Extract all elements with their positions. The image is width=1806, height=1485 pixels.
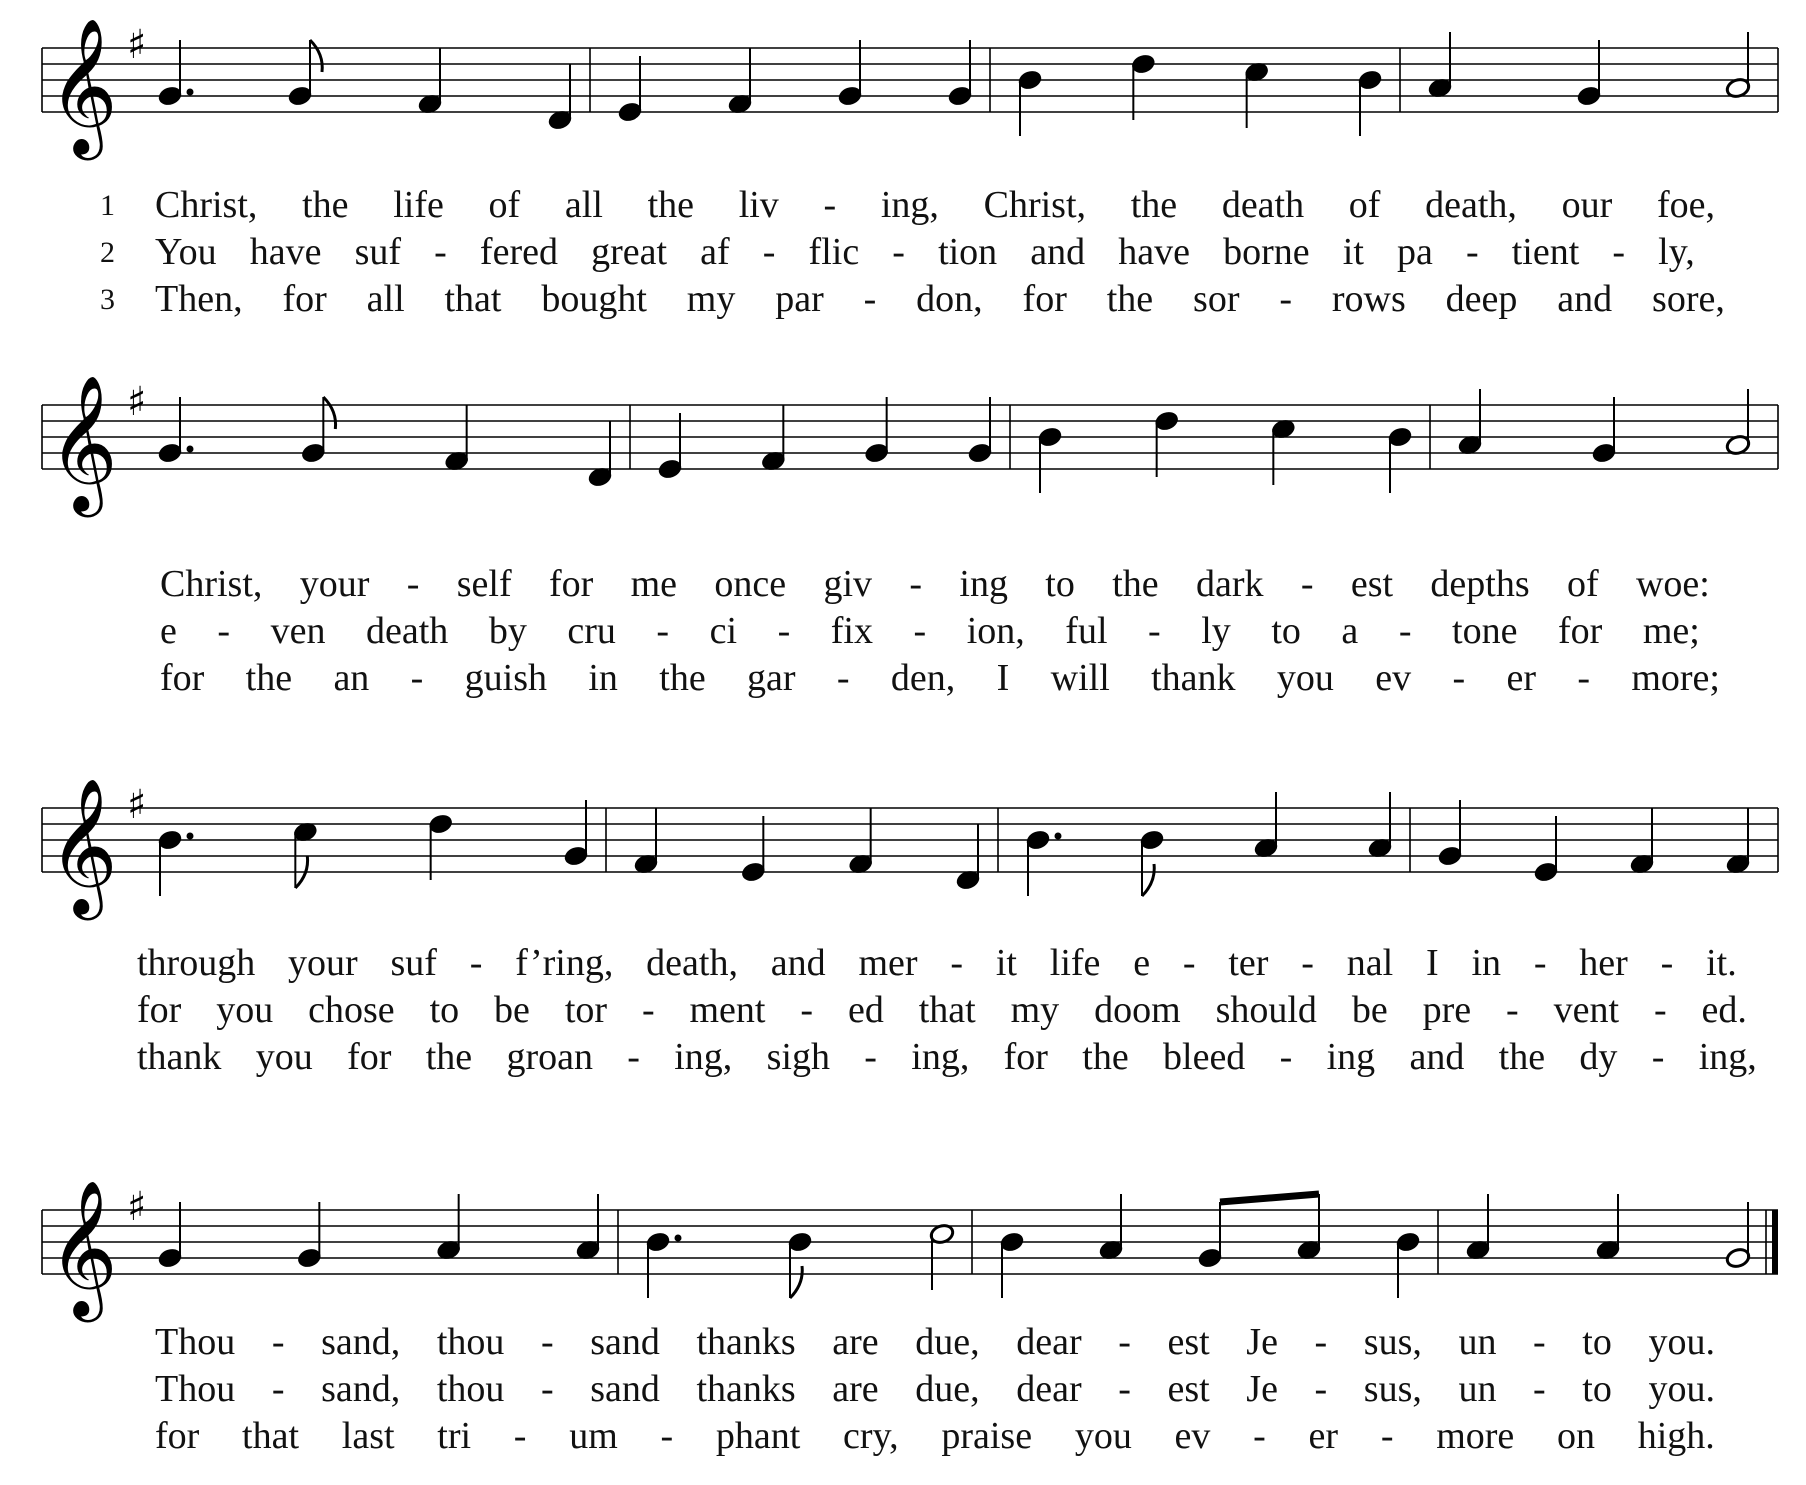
lyric-syllable: groan (506, 1036, 593, 1078)
lyric-syllable: it (1342, 231, 1364, 273)
lyric-syllable: I (1425, 942, 1439, 984)
lyric-syllable: due, (915, 1321, 980, 1363)
treble-clef-icon: 𝄞 (48, 16, 118, 154)
lyric-syllable: ven (270, 610, 326, 652)
lyric-syllable: you (255, 1036, 313, 1078)
lyric-syllable: for (1003, 1036, 1048, 1078)
lyric-syllable: are (832, 1368, 879, 1410)
lyric-syllable: an (333, 657, 370, 699)
lyric-syllable: more (1436, 1415, 1515, 1457)
lyric-syllable: to (1271, 610, 1301, 652)
lyric-hyphen: - (1533, 1321, 1546, 1363)
lyric-syllable: Thou (155, 1368, 236, 1410)
lyric-syllable: ing (1326, 1036, 1376, 1078)
lyric-syllable: um (569, 1415, 618, 1457)
lyric-syllable: woe: (1635, 563, 1710, 605)
lyric-syllable: praise (941, 1415, 1033, 1457)
lyric-syllable: for (548, 563, 594, 605)
lyric-syllable: that (918, 989, 976, 1031)
lyric-syllable: death (1221, 184, 1305, 226)
lyric-syllable: gar (747, 657, 796, 699)
lyric-syllable: and (1409, 1036, 1465, 1078)
lyric-hyphen: - (1300, 563, 1314, 605)
lyric-syllable: your (288, 942, 358, 984)
lyric-syllable: dark (1195, 563, 1264, 605)
lyric-syllable: pre (1422, 989, 1472, 1031)
lyric-syllable: Then, (155, 278, 243, 320)
lyric-syllable: ing, (674, 1036, 733, 1078)
lyric-syllable: pa (1397, 231, 1433, 273)
lyric-syllable: death, (646, 942, 738, 984)
lyric-syllable: me (630, 563, 678, 605)
lyric-line-s4-v2 (155, 1368, 1715, 1410)
lyric-syllable: ed (847, 989, 884, 1031)
lyric-syllable: phant (715, 1415, 801, 1457)
lyric-syllable: it. (1706, 942, 1737, 984)
lyric-syllable: for (137, 989, 182, 1031)
lyric-syllable: dy (1579, 1036, 1618, 1078)
lyric-line-s3-v3 (137, 1036, 1757, 1078)
lyric-hyphen: - (1182, 942, 1196, 984)
lyric-syllable: be (494, 989, 530, 1031)
lyric-syllable: and (1557, 278, 1613, 320)
lyric-hyphen: - (1651, 1036, 1665, 1078)
lyric-syllable: her (1579, 942, 1628, 984)
lyric-syllable: deep (1445, 278, 1518, 320)
lyric-syllable: flic (808, 231, 860, 273)
lyric-syllable: f’ring, (515, 942, 614, 984)
lyric-hyphen: - (513, 1415, 527, 1457)
lyric-syllable: for (282, 278, 327, 320)
lyric-syllable: ing, (911, 1036, 970, 1078)
lyric-syllable: bought (541, 278, 647, 320)
lyric-syllable: giv (823, 563, 873, 605)
lyric-syllable: the (1498, 1036, 1546, 1078)
lyric-syllable: sor (1193, 278, 1240, 320)
lyric-syllable: life (1049, 942, 1101, 984)
lyric-hyphen: - (1253, 1415, 1266, 1457)
lyric-syllable: for (155, 1415, 200, 1457)
lyric-hyphen: - (1118, 1321, 1131, 1363)
lyric-syllable: ter (1228, 942, 1269, 984)
lyric-syllable: ev (1375, 657, 1412, 699)
lyric-syllable: it (995, 942, 1017, 984)
lyric-syllable: great (591, 231, 668, 273)
lyric-syllable: don, (916, 278, 983, 320)
lyric-syllable: to (429, 989, 460, 1031)
lyric-syllable: ci (709, 610, 738, 652)
lyric-hyphen: - (909, 563, 923, 605)
lyric-line-s1-v2 (155, 231, 1695, 273)
lyric-syllable: to (1582, 1368, 1612, 1410)
lyric-syllable: have (249, 231, 322, 273)
lyric-syllable: sand, (321, 1368, 401, 1410)
lyric-line-s2-v1 (160, 563, 1710, 605)
lyric-syllable: e (1133, 942, 1151, 984)
lyric-hyphen: - (823, 184, 837, 226)
key-signature-sharp-icon: ♯ (127, 1184, 147, 1230)
lyric-hyphen: - (1452, 657, 1466, 699)
lyric-hyphen: - (271, 1368, 285, 1410)
lyric-syllable: cru (567, 610, 616, 652)
lyric-hyphen: - (406, 563, 420, 605)
lyric-hyphen: - (1279, 1036, 1293, 1078)
lyric-syllable: ing, (1698, 1036, 1757, 1078)
lyric-hyphen: - (1380, 1415, 1394, 1457)
lyric-hyphen: - (1314, 1321, 1328, 1363)
lyric-syllable: in (588, 657, 618, 699)
lyric-syllable: you. (1648, 1368, 1715, 1410)
lyric-syllable: borne (1223, 231, 1310, 273)
lyric-syllable: thank (137, 1036, 222, 1078)
lyric-syllable: for (347, 1036, 392, 1078)
lyric-syllable: sand (590, 1321, 660, 1363)
lyric-hyphen: - (1118, 1368, 1131, 1410)
lyric-syllable: to (1582, 1321, 1612, 1363)
lyric-hyphen: - (1314, 1368, 1328, 1410)
lyric-syllable: Christ, (160, 563, 263, 605)
lyric-syllable: have (1118, 231, 1191, 273)
lyric-syllable: my (1010, 989, 1060, 1031)
lyric-syllable: high. (1637, 1415, 1715, 1457)
lyric-hyphen: - (800, 989, 814, 1031)
lyric-hyphen: - (217, 610, 231, 652)
key-signature-sharp-icon: ♯ (127, 782, 147, 828)
lyric-syllable: cry, (843, 1415, 899, 1457)
lyric-hyphen: - (540, 1368, 554, 1410)
lyric-line-s3-v1 (137, 942, 1737, 984)
lyric-hyphen: - (1660, 942, 1674, 984)
lyric-syllable: suf (354, 231, 402, 273)
lyric-syllable: doom (1094, 989, 1181, 1031)
lyric-hyphen: - (1533, 1368, 1546, 1410)
lyric-syllable: ion, (966, 610, 1025, 652)
lyric-hyphen: - (762, 231, 776, 273)
lyric-syllable: your (299, 563, 370, 605)
lyric-hyphen: - (434, 231, 447, 273)
lyric-hyphen: - (1301, 942, 1314, 984)
lyric-syllable: Thou (155, 1321, 236, 1363)
lyric-syllable: tone (1452, 610, 1518, 652)
lyric-syllable: of (488, 184, 521, 226)
lyric-hyphen: - (1653, 989, 1667, 1031)
lyric-syllable: den, (890, 657, 956, 699)
lyric-hyphen: - (913, 610, 927, 652)
lyric-syllable: nal (1346, 942, 1394, 984)
lyric-syllable: bleed (1163, 1036, 1246, 1078)
lyric-syllable: af (700, 231, 730, 273)
key-signature-sharp-icon: ♯ (127, 22, 147, 68)
lyric-syllable: e (160, 610, 177, 652)
lyric-syllable: and (770, 942, 826, 984)
lyric-syllable: sigh (766, 1036, 830, 1078)
lyric-syllable: the (1082, 1036, 1129, 1078)
lyric-syllable: you (216, 989, 274, 1031)
lyric-syllable: thank (1151, 657, 1236, 699)
lyric-hyphen: - (540, 1321, 554, 1363)
lyric-syllable: the (659, 657, 706, 699)
lyric-syllable: thou (436, 1321, 505, 1363)
lyric-syllable: tion (938, 231, 998, 273)
lyric-hyphen: - (892, 231, 905, 273)
lyric-syllable: all (564, 184, 603, 226)
lyric-syllable: our (1561, 184, 1613, 226)
lyric-syllable: are (832, 1321, 879, 1363)
lyric-syllable: due, (915, 1368, 980, 1410)
lyric-syllable: ment (689, 989, 766, 1031)
lyric-syllable: self (456, 563, 512, 605)
lyric-hyphen: - (469, 942, 483, 984)
lyric-syllable: you (1074, 1415, 1132, 1457)
lyric-syllable: ly (1201, 610, 1231, 652)
lyric-syllable: the (302, 184, 349, 226)
lyric-syllable: Christ, (155, 184, 258, 226)
lyric-syllable: mer (858, 942, 918, 984)
lyric-syllable: the (245, 657, 293, 699)
lyric-syllable: I (996, 657, 1010, 699)
lyric-syllable: liv (738, 184, 779, 226)
lyric-syllable: in (1471, 942, 1502, 984)
lyric-syllable: ly, (1658, 231, 1695, 273)
lyric-syllable: all (366, 278, 405, 320)
lyric-syllable: est (1167, 1321, 1210, 1363)
lyric-syllable: sand, (321, 1321, 401, 1363)
lyric-syllable: foe, (1656, 184, 1715, 226)
lyric-syllable: for (1022, 278, 1067, 320)
lyric-syllable: suf (390, 942, 437, 984)
lyric-syllable: ing (959, 563, 1008, 605)
lyric-line-s1-v3 (155, 278, 1725, 320)
treble-clef-icon: 𝄞 (48, 373, 118, 511)
verse-number-1: 1 (100, 189, 115, 222)
lyric-syllable: the (1112, 563, 1159, 605)
lyric-syllable: sore, (1652, 278, 1725, 320)
lyric-syllable: thanks (696, 1368, 796, 1410)
lyric-syllable: by (488, 610, 527, 652)
lyric-syllable: un (1458, 1321, 1497, 1363)
lyric-syllable: ev (1174, 1415, 1211, 1457)
lyric-syllable: depths (1430, 563, 1530, 605)
lyric-line-s2-v2 (160, 610, 1700, 652)
lyric-syllable: guish (464, 657, 548, 699)
lyric-hyphen: - (864, 1036, 877, 1078)
lyric-syllable: death (366, 610, 449, 652)
verse-number-3: 3 (100, 283, 115, 316)
lyric-syllable: more; (1631, 657, 1720, 699)
lyric-syllable: tri (437, 1415, 472, 1457)
lyric-syllable: fered (479, 231, 558, 273)
lyric-syllable: sus, (1363, 1321, 1422, 1363)
lyric-hyphen: - (1465, 231, 1479, 273)
lyric-syllable: thanks (696, 1321, 796, 1363)
lyric-hyphen: - (1148, 610, 1161, 652)
lyric-syllable: death, (1425, 184, 1517, 226)
lyric-syllable: of (1566, 563, 1599, 605)
lyric-syllable: un (1458, 1368, 1497, 1410)
lyric-line-s1-v1 (155, 184, 1715, 226)
lyric-syllable: once (714, 563, 787, 605)
lyric-syllable: through (137, 942, 256, 984)
lyric-syllable: dear (1016, 1368, 1082, 1410)
lyric-syllable: Christ, (983, 184, 1086, 226)
lyric-syllable: rows (1331, 278, 1406, 320)
lyric-hyphen: - (660, 1415, 674, 1457)
lyric-syllable: par (775, 278, 824, 320)
lyric-line-s2-v3 (160, 657, 1720, 699)
lyric-hyphen: - (271, 1321, 285, 1363)
lyric-syllable: me; (1642, 610, 1700, 652)
lyric-syllable: my (686, 278, 736, 320)
lyric-line-s4-v3 (155, 1415, 1715, 1457)
lyric-syllable: tient (1511, 231, 1580, 273)
key-signature-sharp-icon: ♯ (127, 379, 147, 425)
lyric-hyphen: - (1612, 231, 1626, 273)
lyric-hyphen: - (836, 657, 850, 699)
lyric-hyphen: - (627, 1036, 640, 1078)
lyric-syllable: ed. (1701, 989, 1747, 1031)
treble-clef-icon: 𝄞 (48, 1178, 118, 1316)
lyric-hyphen: - (1577, 657, 1590, 699)
lyric-syllable: to (1045, 563, 1075, 605)
lyric-syllable: be (1351, 989, 1388, 1031)
lyric-syllable: chose (308, 989, 395, 1031)
lyric-syllable: est (1350, 563, 1394, 605)
lyric-syllable: ing, (880, 184, 939, 226)
lyric-syllable: life (393, 184, 444, 226)
lyric-hyphen: - (777, 610, 791, 652)
lyric-syllable: you (1276, 657, 1334, 699)
lyric-syllable: will (1050, 657, 1110, 699)
lyric-syllable: est (1167, 1368, 1210, 1410)
lyric-hyphen: - (656, 610, 670, 652)
lyric-hyphen: - (863, 278, 877, 320)
lyric-syllable: should (1215, 989, 1317, 1031)
lyric-syllable: last (341, 1415, 395, 1457)
lyric-syllable: vent (1553, 989, 1620, 1031)
lyric-hyphen: - (950, 942, 964, 984)
lyric-hyphen: - (1398, 610, 1412, 652)
lyric-hyphen: - (1279, 278, 1293, 320)
lyric-syllable: Je (1246, 1368, 1278, 1410)
lyric-line-s4-v1 (155, 1321, 1715, 1363)
lyric-hyphen: - (1506, 989, 1519, 1031)
lyric-syllable: that (242, 1415, 300, 1457)
lyric-syllable: for (1557, 610, 1603, 652)
lyric-syllable: for (160, 657, 205, 699)
lyric-syllable: the (647, 184, 694, 226)
lyric-syllable: Je (1246, 1321, 1278, 1363)
lyric-syllable: sand (590, 1368, 660, 1410)
lyric-syllable: a (1341, 610, 1359, 652)
lyric-line-s3-v2 (137, 989, 1747, 1031)
treble-clef-icon: 𝄞 (48, 776, 118, 914)
lyric-syllable: sus, (1363, 1368, 1422, 1410)
lyric-hyphen: - (641, 989, 655, 1031)
lyric-syllable: dear (1016, 1321, 1082, 1363)
verse-number-2: 2 (100, 236, 115, 269)
lyric-syllable: that (444, 278, 502, 320)
lyric-syllable: You (155, 231, 217, 273)
lyric-syllable: tor (564, 989, 608, 1031)
lyric-syllable: thou (436, 1368, 505, 1410)
lyric-syllable: er (1308, 1415, 1339, 1457)
lyric-syllable: the (425, 1036, 473, 1078)
lyric-syllable: ful (1065, 610, 1108, 652)
lyric-syllable: and (1030, 231, 1086, 273)
lyric-syllable: er (1506, 657, 1536, 699)
lyric-syllable: the (1106, 278, 1154, 320)
lyric-syllable: on (1557, 1415, 1596, 1457)
lyric-hyphen: - (410, 657, 424, 699)
lyric-syllable: fix (830, 610, 873, 652)
lyric-hyphen: - (1533, 942, 1547, 984)
lyric-syllable: of (1348, 184, 1381, 226)
lyric-syllable: the (1130, 184, 1178, 226)
lyric-syllable: you. (1648, 1321, 1715, 1363)
